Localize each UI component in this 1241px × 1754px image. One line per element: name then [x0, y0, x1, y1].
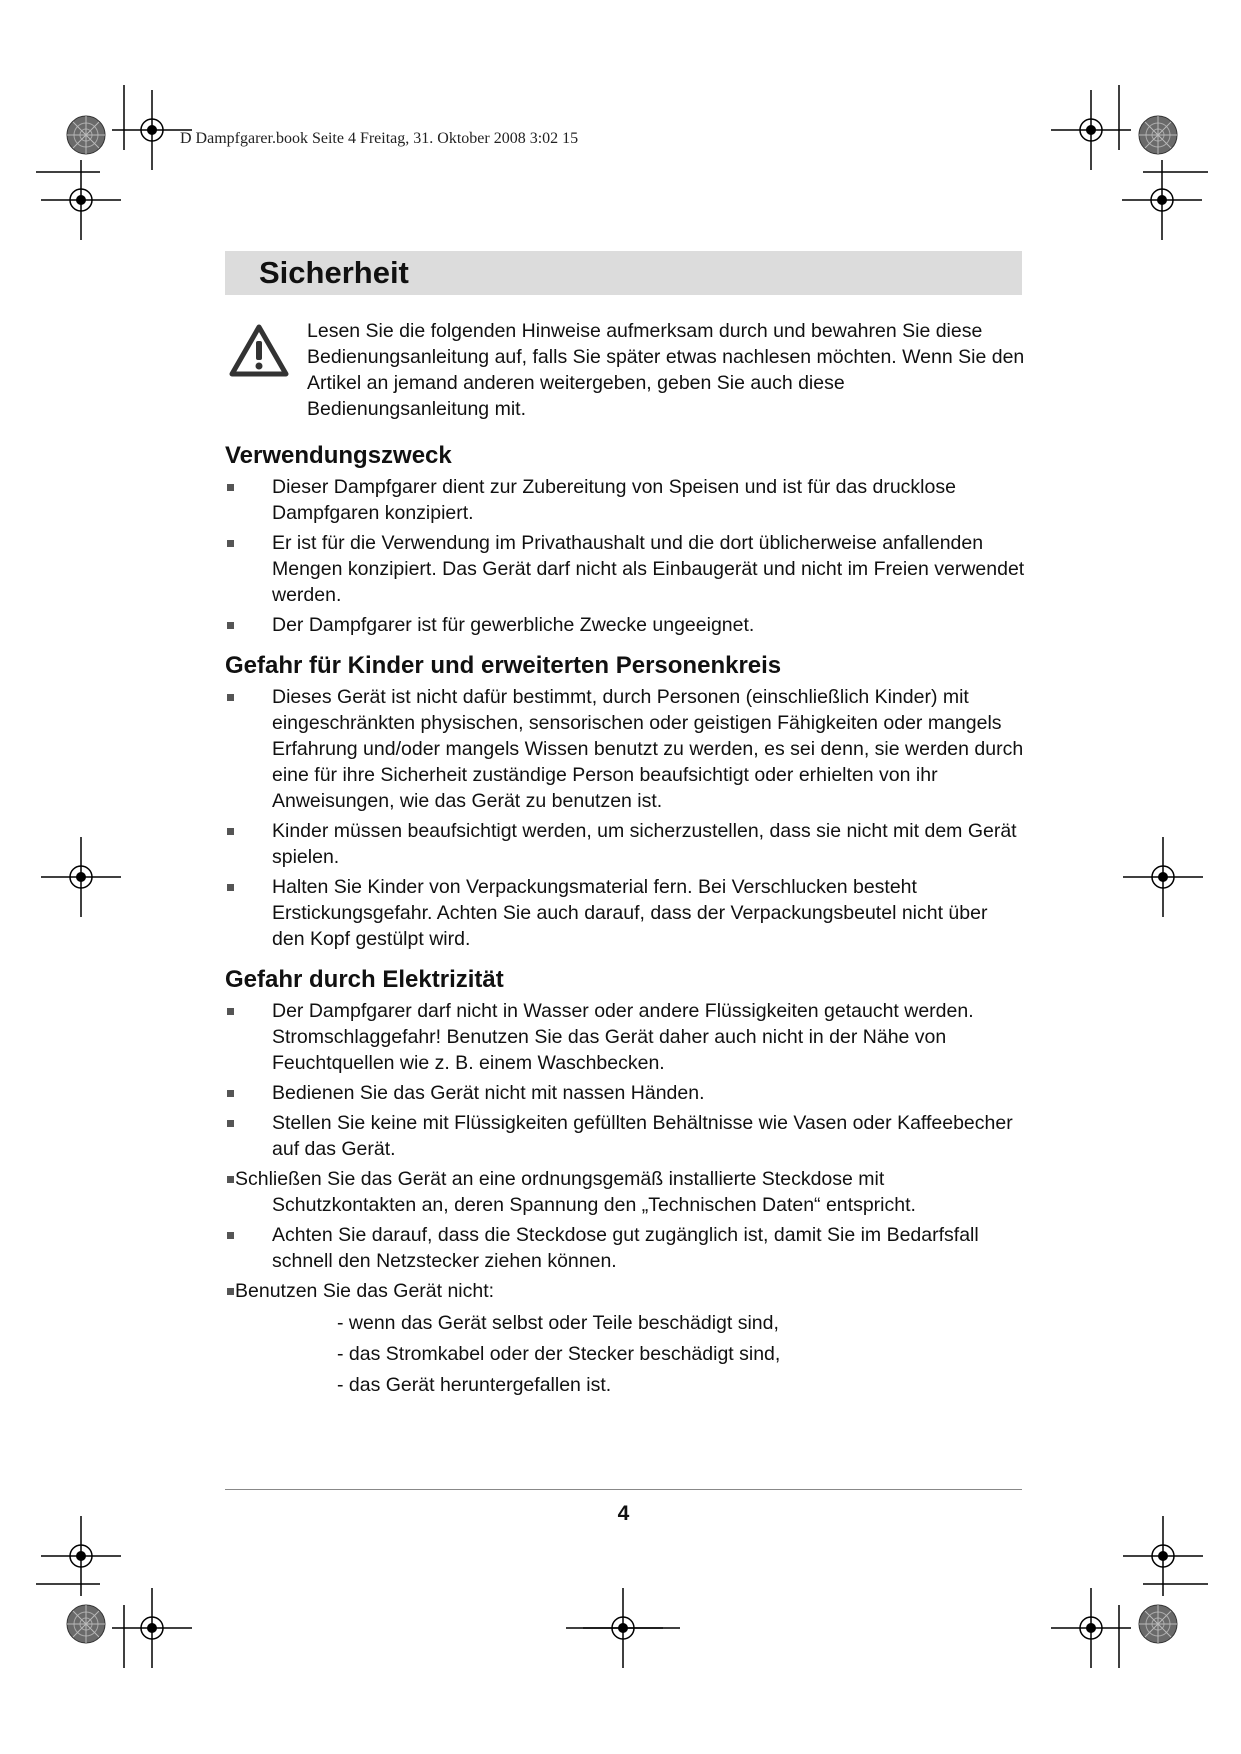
square-bullet-icon [227, 484, 234, 491]
bullet-list [225, 998, 1025, 1398]
section-verwendungszweck [225, 440, 1025, 638]
square-bullet-icon [227, 1176, 234, 1183]
list-item: Kinder müssen beaufsichtigt werden, um sicherzustellen, dass sie nicht mit dem Gerät spielen. [225, 818, 1025, 870]
safety-intro [225, 318, 1025, 422]
sub-list [272, 1310, 1025, 1398]
square-bullet-icon [227, 694, 234, 701]
page-title: Sicherheit [225, 251, 1022, 295]
sub-list-item: - wenn das Gerät selbst oder Teile beschädigt sind, [337, 1312, 779, 1334]
section-heading: Gefahr durch Elektrizität [225, 966, 504, 993]
star-target-icon [67, 1605, 105, 1643]
list-item: Achten Sie darauf, dass die Steckdose gut zugänglich ist, damit Sie im Bedarfsfall schnell den Netzstecker ziehen können. [225, 1222, 1025, 1274]
section-elektrizitaet [225, 964, 1025, 1398]
intro-text: Lesen Sie die folgenden Hinweise aufmerksam durch und bewahren Sie diese Bedienungsanleitung auf, falls Sie später etwas nachlesen möchten. Wenn Sie den Artikel an jemand anderen weitergeben, geben Sie auch diese Bedienungsanleitung mit. [307, 320, 1025, 420]
square-bullet-icon [227, 1120, 234, 1127]
square-bullet-icon [227, 1288, 234, 1295]
list-item: Er ist für die Verwendung im Privathaushalt und die dort üblicherweise anfallenden Mengen konzipiert. Das Gerät darf nicht als Einbaugerät und nicht im Freien verwendet werden. [225, 530, 1025, 608]
footer-divider [225, 1489, 1022, 1490]
warning-triangle-icon [229, 324, 289, 378]
list-item: Der Dampfgarer darf nicht in Wasser oder andere Flüssigkeiten getaucht werden. Stromschlaggefahr! Benutzen Sie das Gerät daher auch nicht in der Nähe von Feuchtquellen wie z. B. einem Waschbecken. [225, 998, 1025, 1076]
list-item-continuation: Schutzkontakten an, deren Spannung den „Technischen Daten“ entspricht. [272, 1194, 916, 1216]
list-item: Dieser Dampfgarer dient zur Zubereitung von Speisen und ist für das drucklose Dampfgaren konzipiert. [225, 474, 1025, 526]
main-content [225, 440, 1025, 1410]
list-item-first-line: Benutzen Sie das Gerät nicht: [235, 1280, 495, 1302]
square-bullet-icon [227, 884, 234, 891]
star-target-icon [67, 116, 105, 154]
star-target-icon [1139, 116, 1177, 154]
list-item: Halten Sie Kinder von Verpackungsmaterial fern. Bei Verschlucken besteht Erstickungsgefahr. Achten Sie auch darauf, dass der Verpackungsbeutel nicht über den Kopf gestülpt wird. [225, 874, 1025, 952]
square-bullet-icon [227, 1232, 234, 1239]
section-kinder [225, 650, 1025, 952]
crosshair-icon [1123, 837, 1203, 917]
square-bullet-icon [227, 1008, 234, 1015]
list-item: Stellen Sie keine mit Flüssigkeiten gefüllten Behältnisse wie Vasen oder Kaffeebecher auf das Gerät. [225, 1110, 1025, 1162]
bullet-list [225, 684, 1025, 952]
square-bullet-icon [227, 622, 234, 629]
list-item [225, 1278, 1025, 1398]
crosshair-icon [41, 837, 121, 917]
bullet-list [225, 474, 1025, 638]
list-item-first-line: Schließen Sie das Gerät an eine ordnungsgemäß installierte Steckdose mit [235, 1168, 885, 1190]
print-slug: D Dampfgarer.book Seite 4 Freitag, 31. Oktober 2008 3:02 15 [180, 130, 579, 147]
star-target-icon [1139, 1605, 1177, 1643]
page-number: 4 [617, 1502, 630, 1525]
section-heading: Gefahr für Kinder und erweiterten Personenkreis [225, 652, 782, 679]
list-item: Bedienen Sie das Gerät nicht mit nassen Händen. [225, 1080, 1025, 1106]
sub-list-item: - das Gerät heruntergefallen ist. [337, 1374, 612, 1396]
square-bullet-icon [227, 540, 234, 547]
sub-list-item: - das Stromkabel oder der Stecker beschädigt sind, [337, 1343, 781, 1365]
list-item [225, 1166, 1025, 1218]
list-item: Dieses Gerät ist nicht dafür bestimmt, durch Personen (einschließlich Kinder) mit eingeschränkten physischen, sensorischen oder geistigen Fähigkeiten oder mangels Erfahrung und/oder mangels Wissen benutzt zu werden, es sei denn, sie werden durch eine für ihre Sicherheit zuständige Person beaufsichtigt oder erhielten von ihr Anweisungen, wie das Gerät zu benutzen ist. [225, 684, 1025, 814]
section-heading: Verwendungszweck [225, 442, 452, 469]
square-bullet-icon [227, 1090, 234, 1097]
square-bullet-icon [227, 828, 234, 835]
list-item: Der Dampfgarer ist für gewerbliche Zwecke ungeeignet. [225, 612, 1025, 638]
